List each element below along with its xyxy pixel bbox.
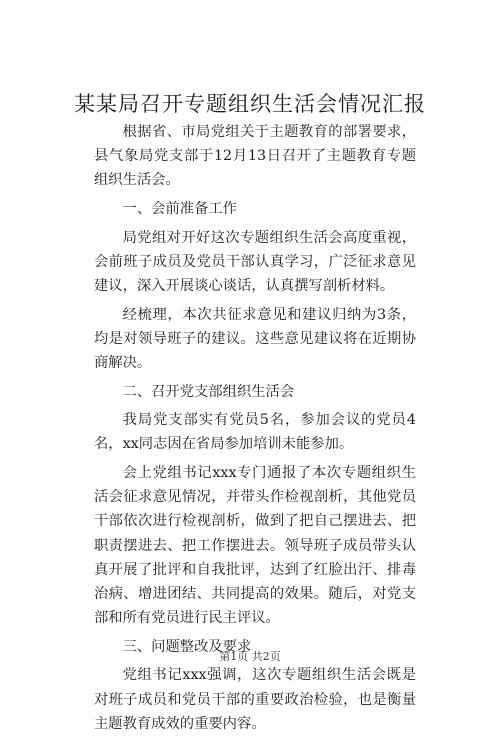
section-heading-1: 一、会前准备工作 xyxy=(122,201,237,217)
document-title: 某某局召开专题组织生活会情况汇报 xyxy=(74,92,426,116)
document-body xyxy=(94,120,416,740)
paragraph-intro: 根据省、市局党组关于主题教育的部署要求，县气象局党支部于12月13日召开了主题教育专题组织生活会。 xyxy=(94,124,416,189)
section-heading-3: 三、问题整改及要求 xyxy=(122,638,252,655)
page-footer: 第1页 共2页 xyxy=(219,650,281,663)
paragraph-rectification: 党组书记xxx强调，这次专题组织生活会既是对班子成员和党员干部的重要政治检验，也是衡量主题教育成效的重要内容。 xyxy=(94,667,416,732)
paragraph-preparation: 局党组对开好这次专题组织生活会高度重视，会前班子成员及党员干部认真学习，广泛征求意见建议，深入开展谈心谈话，认真撰写剖析材料。 xyxy=(94,229,416,294)
paragraph-members: 我局党支部实有党员5名，参加会议的党员4名，xx同志因在省局参加培训未能参加。 xyxy=(94,412,416,453)
paragraph-opinions: 经梳理，本次共征求意见和建议归纳为3条，均是对领导班子的建议。这些意见建议将在近期协商解决。 xyxy=(94,306,416,371)
section-heading-2: 二、召开党支部组织生活会 xyxy=(122,383,295,400)
paragraph-meeting: 会上党组书记xxx专门通报了本次专题组织生活会征求意见情况，并带头作检视剖析，其他党员干部依次进行检视剖析，做到了把自己摆进去、把职责摆进去、把工作摆进去。领导班子成员带头认真开展了批评和自我批评，达到了红脸出汗、排毒治病、增进团结、共同提高的效果。随后，对党支部和所有党员进行民主评议。 xyxy=(94,464,416,627)
